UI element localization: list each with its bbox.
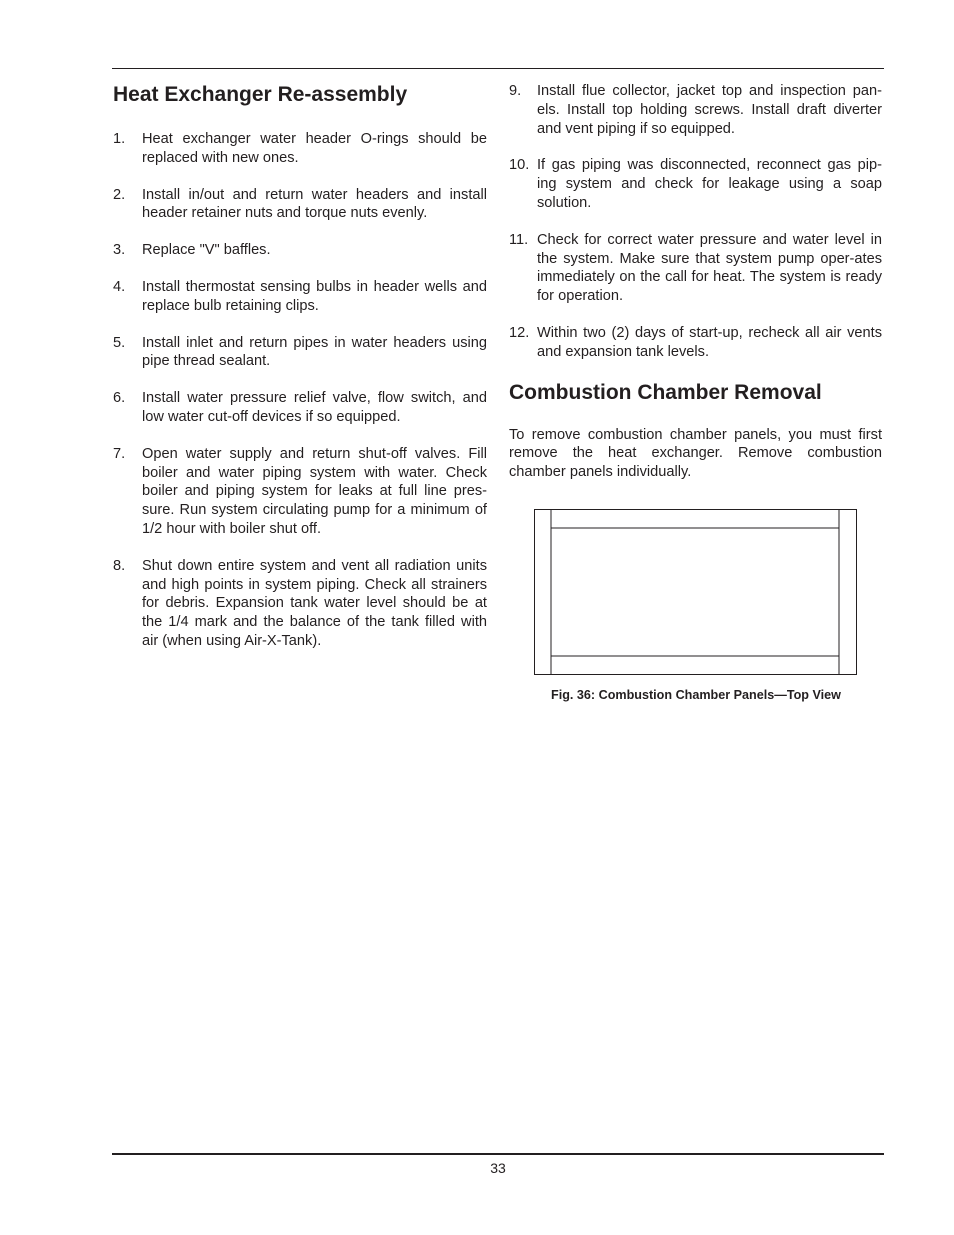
step-text: Open water supply and return shut-off valves. Fill boiler and water piping system with water. Check boiler and piping system for leaks at full line pres-sure. Run system circulating pump for a minimum of 1/2 hour with boiler shut off. xyxy=(142,445,487,537)
section-title-heat-exchanger-reassembly: Heat Exchanger Re-assembly xyxy=(113,83,408,106)
reassembly-steps-continued xyxy=(509,82,882,362)
step-text: Shut down entire system and vent all radiation units and high points in system piping. Check all strainers for debris. Expansion tank water level should be at the 1/4 mark and the balance of the tank filled with air (when using Air-X-Tank). xyxy=(142,557,487,649)
step-number: 7. xyxy=(113,445,126,462)
list-item xyxy=(113,241,487,260)
step-text: If gas piping was disconnected, reconnect gas pip-ing system and check for leakage using a soap solution. xyxy=(537,157,882,211)
step-number: 10. xyxy=(509,157,530,174)
step-number: 4. xyxy=(113,278,126,295)
list-item xyxy=(113,186,487,224)
step-text: Install thermostat sensing bulbs in header wells and replace bulb retaining clips. xyxy=(142,278,487,314)
list-item xyxy=(113,278,487,316)
header-rule xyxy=(112,68,884,69)
list-item xyxy=(113,130,487,168)
list-item xyxy=(113,389,487,427)
section-title-combustion-chamber-removal: Combustion Chamber Removal xyxy=(509,380,822,404)
step-number: 5. xyxy=(113,334,126,351)
chamber-outer-outline xyxy=(535,510,857,675)
page-number: 33 xyxy=(490,1160,506,1176)
list-item xyxy=(509,82,882,138)
step-text: Replace "V" baffles. xyxy=(142,242,271,259)
combustion-chamber-intro: To remove combustion chamber panels, you must first remove the heat exchanger. Remove combustion chamber panels individually. xyxy=(509,426,882,481)
step-number: 1. xyxy=(113,131,126,147)
step-text: Check for correct water pressure and water level in the system. Make sure that system pump oper-ates immediately on the call for heat. The system is ready for operation. xyxy=(537,231,882,305)
footer-rule xyxy=(112,1153,884,1155)
step-text: Install flue collector, jacket top and inspection pan-els. Install top holding screws. Install draft diverter and vent piping if so equipped. xyxy=(537,83,882,137)
step-text: Within two (2) days of start-up, recheck all air vents and expansion tank levels. xyxy=(537,324,882,360)
list-item xyxy=(113,557,487,651)
step-text: Heat exchanger water header O-rings should be replaced with new ones. xyxy=(142,131,487,166)
step-number: 11. xyxy=(509,231,529,248)
reassembly-steps xyxy=(113,130,487,651)
list-item xyxy=(509,156,882,212)
list-item xyxy=(113,334,487,372)
step-text: Install water pressure relief valve, flow switch, and low water cut-off devices if so equipped. xyxy=(142,390,487,425)
step-number: 12. xyxy=(509,324,530,341)
step-number: 6. xyxy=(113,390,126,407)
combustion-chamber-diagram xyxy=(534,509,858,677)
list-item xyxy=(509,231,882,306)
step-number: 3. xyxy=(113,242,126,259)
list-item xyxy=(113,445,487,539)
step-number: 2. xyxy=(113,186,126,203)
step-text: Install inlet and return pipes in water headers using pipe thread sealant. xyxy=(142,334,487,370)
step-text: Install in/out and return water headers and install header retainer nuts and torque nuts evenly. xyxy=(142,186,487,222)
list-item xyxy=(509,324,882,362)
left-column xyxy=(113,82,487,669)
step-number: 9. xyxy=(509,83,522,99)
right-column xyxy=(509,82,882,482)
figure-caption: Fig. 36: Combustion Chamber Panels—Top View xyxy=(551,688,841,702)
step-number: 8. xyxy=(113,557,126,574)
